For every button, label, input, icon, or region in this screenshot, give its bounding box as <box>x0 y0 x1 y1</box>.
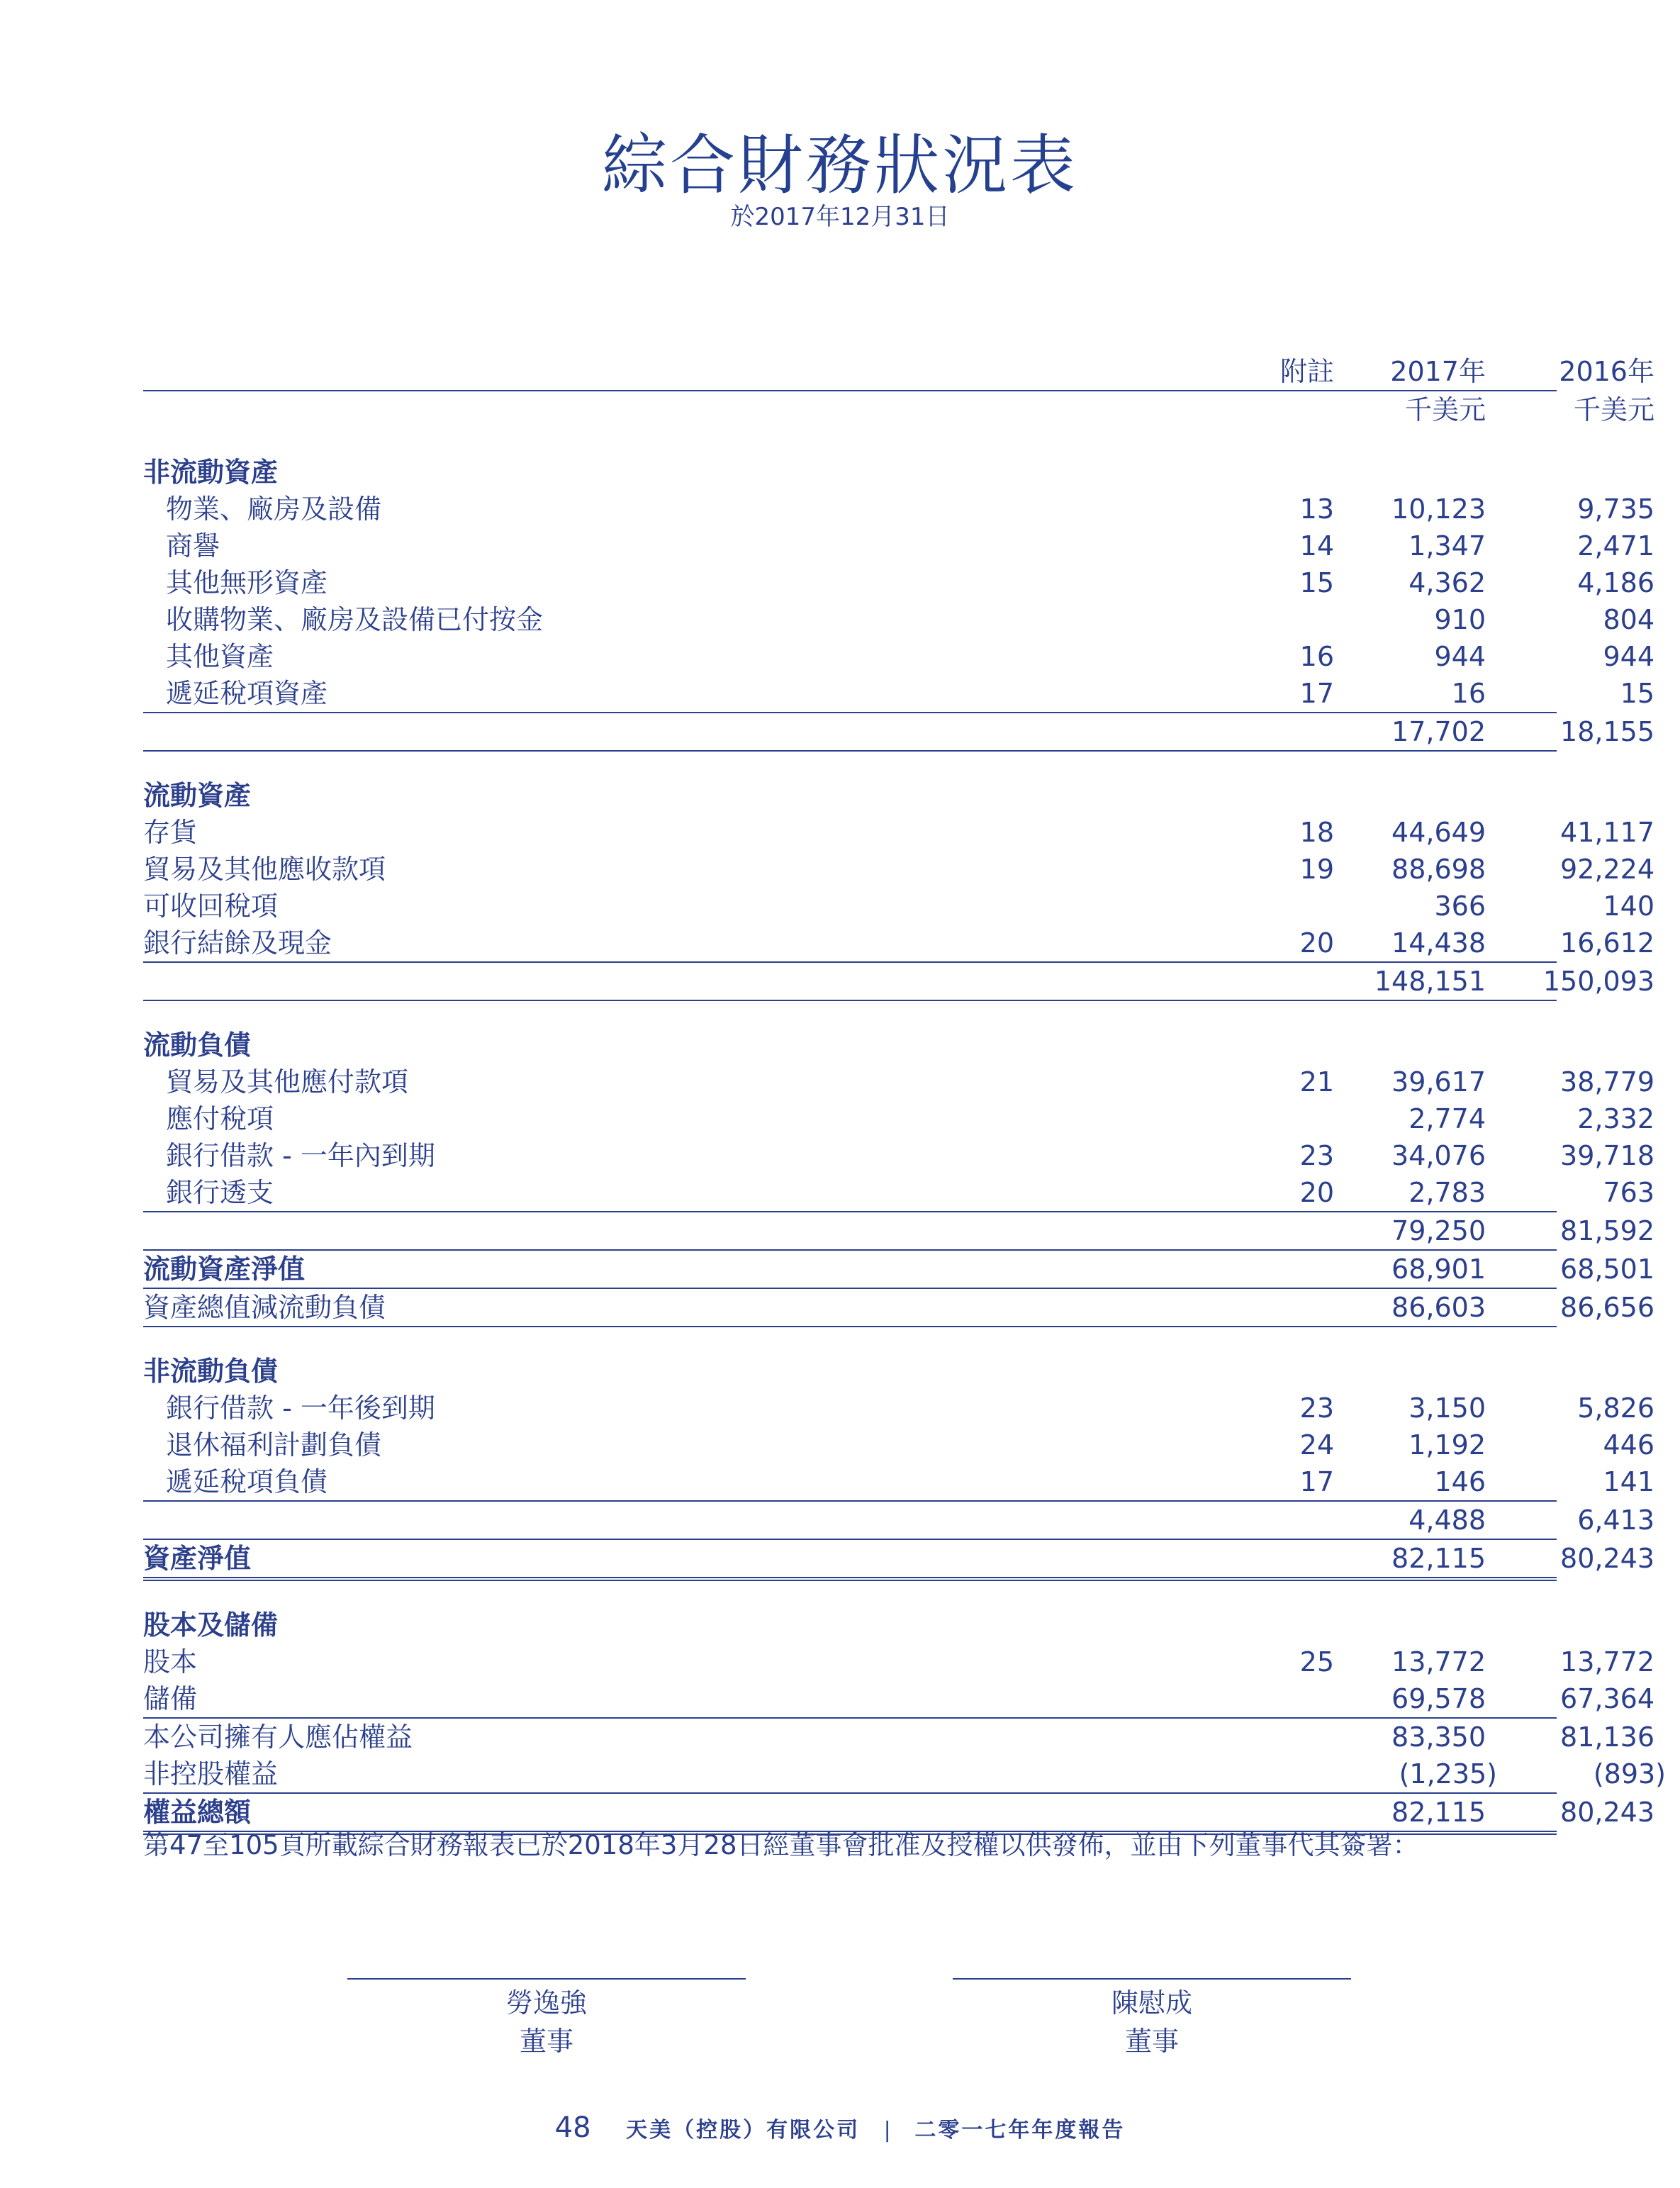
section-heading: 流動負債 <box>143 1029 252 1061</box>
table-row: 遞延稅項資產 17 16 15 <box>143 675 1557 713</box>
signatory-1 <box>347 1984 746 2060</box>
subtotal-row: 17,702 18,155 <box>143 713 1557 752</box>
unit-2016-header: 千美元 <box>1573 394 1654 425</box>
financial-position-table <box>143 353 1666 1835</box>
section-heading: 流動資產 <box>143 780 252 811</box>
approval-statement: 第47至105頁所載綜合財務報表已於2018年3月28日經董事會批准及授權以供發佈，並由下列董事代其簽署： <box>143 1830 1419 1860</box>
signatory-role: 董事 <box>519 2026 573 2057</box>
non-controlling-interests-row: 非控股權益 (1,235) (893) <box>143 1756 1557 1794</box>
signatory-role: 董事 <box>1124 2026 1179 2057</box>
subtotal-row: 148,151 150,093 <box>143 963 1557 1001</box>
subtotal-row: 79,250 81,592 <box>143 1212 1557 1251</box>
signatory-name: 勞逸強 <box>505 1987 587 2019</box>
table-row: 收購物業、廠房及設備已付按金 910 804 <box>166 604 1654 635</box>
table-row: 其他資產 16 944 944 <box>166 641 1654 672</box>
signature-line <box>953 1978 1351 1980</box>
table-row: 存貨 18 44,649 41,117 <box>143 817 1654 848</box>
table-row: 銀行結餘及現金 20 14,438 16,612 <box>143 925 1557 963</box>
section-heading: 非流動負債 <box>143 1356 279 1387</box>
page-subtitle: 於2017年12月31日 <box>730 203 950 231</box>
page-footer <box>0 2111 1680 2144</box>
table-row: 遞延稅項負債 17 146 141 <box>143 1463 1557 1502</box>
table-row: 商譽 14 1,347 2,471 <box>166 530 1654 562</box>
section-heading: 股本及儲備 <box>143 1609 279 1641</box>
unit-header-row <box>143 390 1654 428</box>
table-row: 股本 25 13,772 13,772 <box>143 1646 1654 1678</box>
table-row: 銀行借款 - 一年內到期 23 34,076 39,718 <box>166 1140 1654 1171</box>
net-current-assets-row: 流動資產淨值 68,901 68,501 <box>143 1251 1557 1289</box>
table-row: 物業、廠房及設備 13 10,123 9,735 <box>166 493 1654 525</box>
table-row: 退休福利計劃負債 24 1,192 446 <box>166 1429 1654 1461</box>
report-name: 二零一七年年度報告 <box>914 2118 1126 2143</box>
signatory-name: 陳慰成 <box>1111 1987 1192 2019</box>
table-row: 其他無形資產 15 4,362 4,186 <box>166 567 1654 598</box>
subtotal-row: 4,488 6,413 <box>143 1502 1557 1540</box>
table-row: 銀行透支 20 2,783 763 <box>143 1174 1557 1212</box>
owners-equity-row: 本公司擁有人應佔權益 83,350 81,136 <box>143 1721 1654 1753</box>
table-row: 貿易及其他應收款項 19 88,698 92,224 <box>143 854 1654 885</box>
total-assets-less-current-liabilities-row: 資產總值減流動負債 86,603 86,656 <box>143 1289 1557 1327</box>
column-header-row <box>143 353 1654 390</box>
net-assets-row: 資產淨值 82,115 80,243 <box>143 1540 1557 1581</box>
total-equity-row: 權益總額 82,115 80,243 <box>143 1794 1557 1835</box>
signatory-2 <box>953 1984 1351 2060</box>
unit-2017-header: 千美元 <box>1404 394 1486 425</box>
section-heading: 非流動資產 <box>143 457 279 488</box>
signature-line <box>347 1978 746 1980</box>
year-2016-header: 2016年 <box>1559 356 1654 387</box>
year-2017-header: 2017年 <box>1390 356 1486 387</box>
company-name: 天美（控股）有限公司 <box>626 2118 861 2143</box>
footer-separator: | <box>883 2118 891 2143</box>
table-row: 貿易及其他應付款項 21 39,617 38,779 <box>166 1066 1654 1098</box>
table-row: 儲備 69,578 67,364 <box>143 1680 1557 1719</box>
note-column-header: 附註 <box>1279 356 1334 387</box>
page-title: 綜合財務狀況表 <box>601 128 1078 203</box>
table-row: 可收回稅項 366 140 <box>143 891 1654 922</box>
table-row: 銀行借款 - 一年後到期 23 3,150 5,826 <box>166 1392 1654 1424</box>
table-row: 應付稅項 2,774 2,332 <box>166 1103 1654 1134</box>
page-number: 48 <box>554 2111 591 2144</box>
